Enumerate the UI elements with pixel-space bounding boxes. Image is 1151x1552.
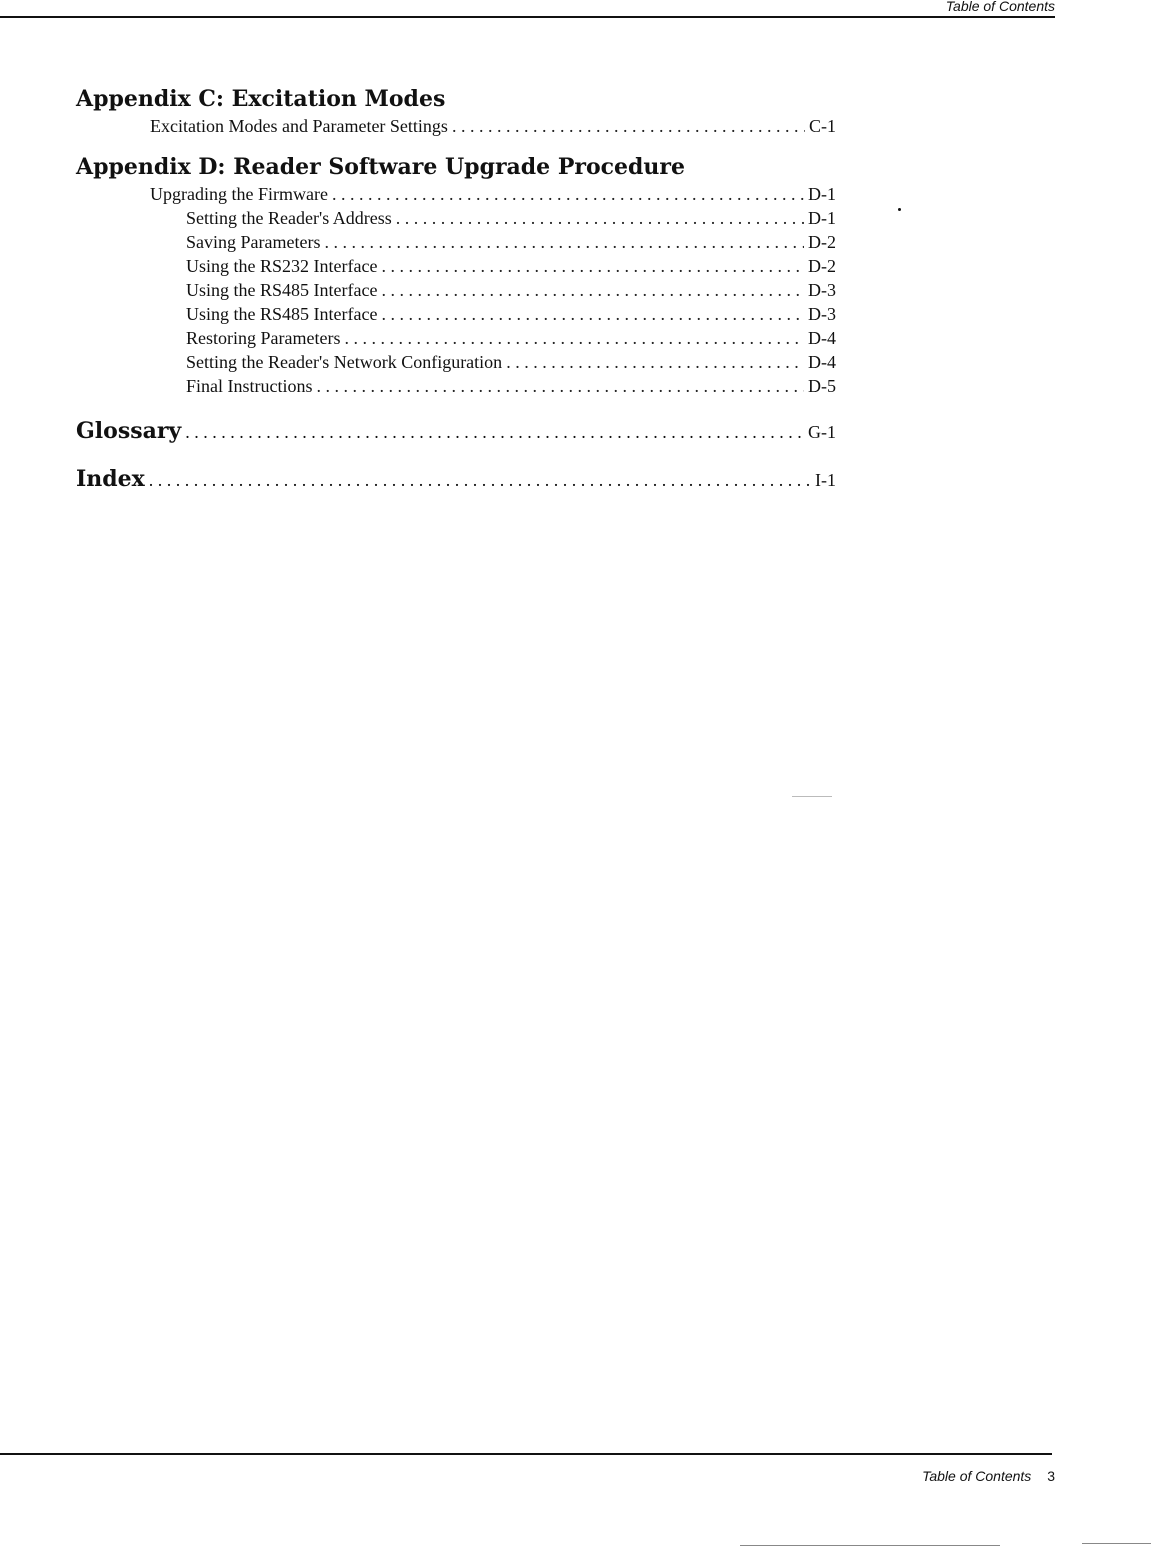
index-entry[interactable] <box>76 462 836 496</box>
toc-entry-label: Upgrading the Firmware <box>150 184 328 204</box>
toc-entry-page: D-2 <box>808 232 836 252</box>
toc-entry-page: D-4 <box>808 328 836 348</box>
footer-rule <box>0 1453 1052 1455</box>
toc-entry-label: Using the RS485 Interface <box>186 304 378 324</box>
toc-entry-label: Excitation Modes and Parameter Settings <box>150 116 448 136</box>
toc-entry-page: D-1 <box>808 184 836 204</box>
glossary-entry[interactable] <box>76 414 836 448</box>
toc-entry-page: D-3 <box>808 304 836 324</box>
scan-artifact-speck <box>1082 1543 1151 1544</box>
index-label: Index <box>76 466 145 492</box>
toc-entry-label: Saving Parameters <box>186 232 321 252</box>
dot-leader <box>149 463 811 497</box>
toc-entry[interactable] <box>76 302 836 326</box>
glossary-label: Glossary <box>76 418 182 444</box>
page-footer <box>922 1468 1055 1484</box>
glossary-page: G-1 <box>808 422 836 442</box>
dot-leader <box>381 254 804 278</box>
scan-artifact-speck <box>740 1545 1000 1546</box>
dot-leader <box>185 415 804 449</box>
dot-leader <box>381 278 804 302</box>
toc-entry-page: D-1 <box>808 208 836 228</box>
dot-leader <box>317 374 805 398</box>
toc-entry[interactable] <box>76 230 836 254</box>
toc-entry[interactable] <box>76 182 836 206</box>
dot-leader <box>452 114 805 138</box>
toc-entry[interactable] <box>76 326 836 350</box>
dot-leader <box>396 206 804 230</box>
toc-entry-label: Restoring Parameters <box>186 328 341 348</box>
dot-leader <box>506 350 804 374</box>
scan-artifact-speck <box>792 796 832 797</box>
header-rule <box>0 16 1055 18</box>
toc-entry[interactable] <box>76 278 836 302</box>
appendix-c-heading: Appendix C: Excitation Modes <box>76 86 446 112</box>
toc-entry[interactable] <box>76 374 836 398</box>
toc-entry-label: Using the RS232 Interface <box>186 256 378 276</box>
toc-entry[interactable] <box>76 114 836 138</box>
table-of-contents <box>76 84 836 496</box>
toc-entry[interactable] <box>76 206 836 230</box>
page-number: 3 <box>1047 1468 1055 1484</box>
index-page: I-1 <box>815 470 836 490</box>
running-header: Table of Contents <box>945 0 1055 14</box>
dot-leader <box>344 326 804 350</box>
dot-leader <box>332 182 804 206</box>
toc-entry-page: D-5 <box>808 376 836 396</box>
toc-entry[interactable] <box>76 350 836 374</box>
dot-leader <box>381 302 804 326</box>
footer-title: Table of Contents <box>922 1468 1032 1484</box>
toc-entry-page: D-3 <box>808 280 836 300</box>
toc-entry-page: D-4 <box>808 352 836 372</box>
toc-entry-label: Setting the Reader's Network Configuration <box>186 352 503 372</box>
toc-entry-label: Using the RS485 Interface <box>186 280 378 300</box>
scan-artifact-dot <box>898 208 901 211</box>
appendix-d-heading: Appendix D: Reader Software Upgrade Procedure <box>76 154 685 180</box>
toc-entry-label: Setting the Reader's Address <box>186 208 392 228</box>
toc-entry-label: Final Instructions <box>186 376 313 396</box>
toc-entry[interactable] <box>76 254 836 278</box>
dot-leader <box>324 230 804 254</box>
toc-entry-page: C-1 <box>809 116 836 136</box>
toc-entry-page: D-2 <box>808 256 836 276</box>
